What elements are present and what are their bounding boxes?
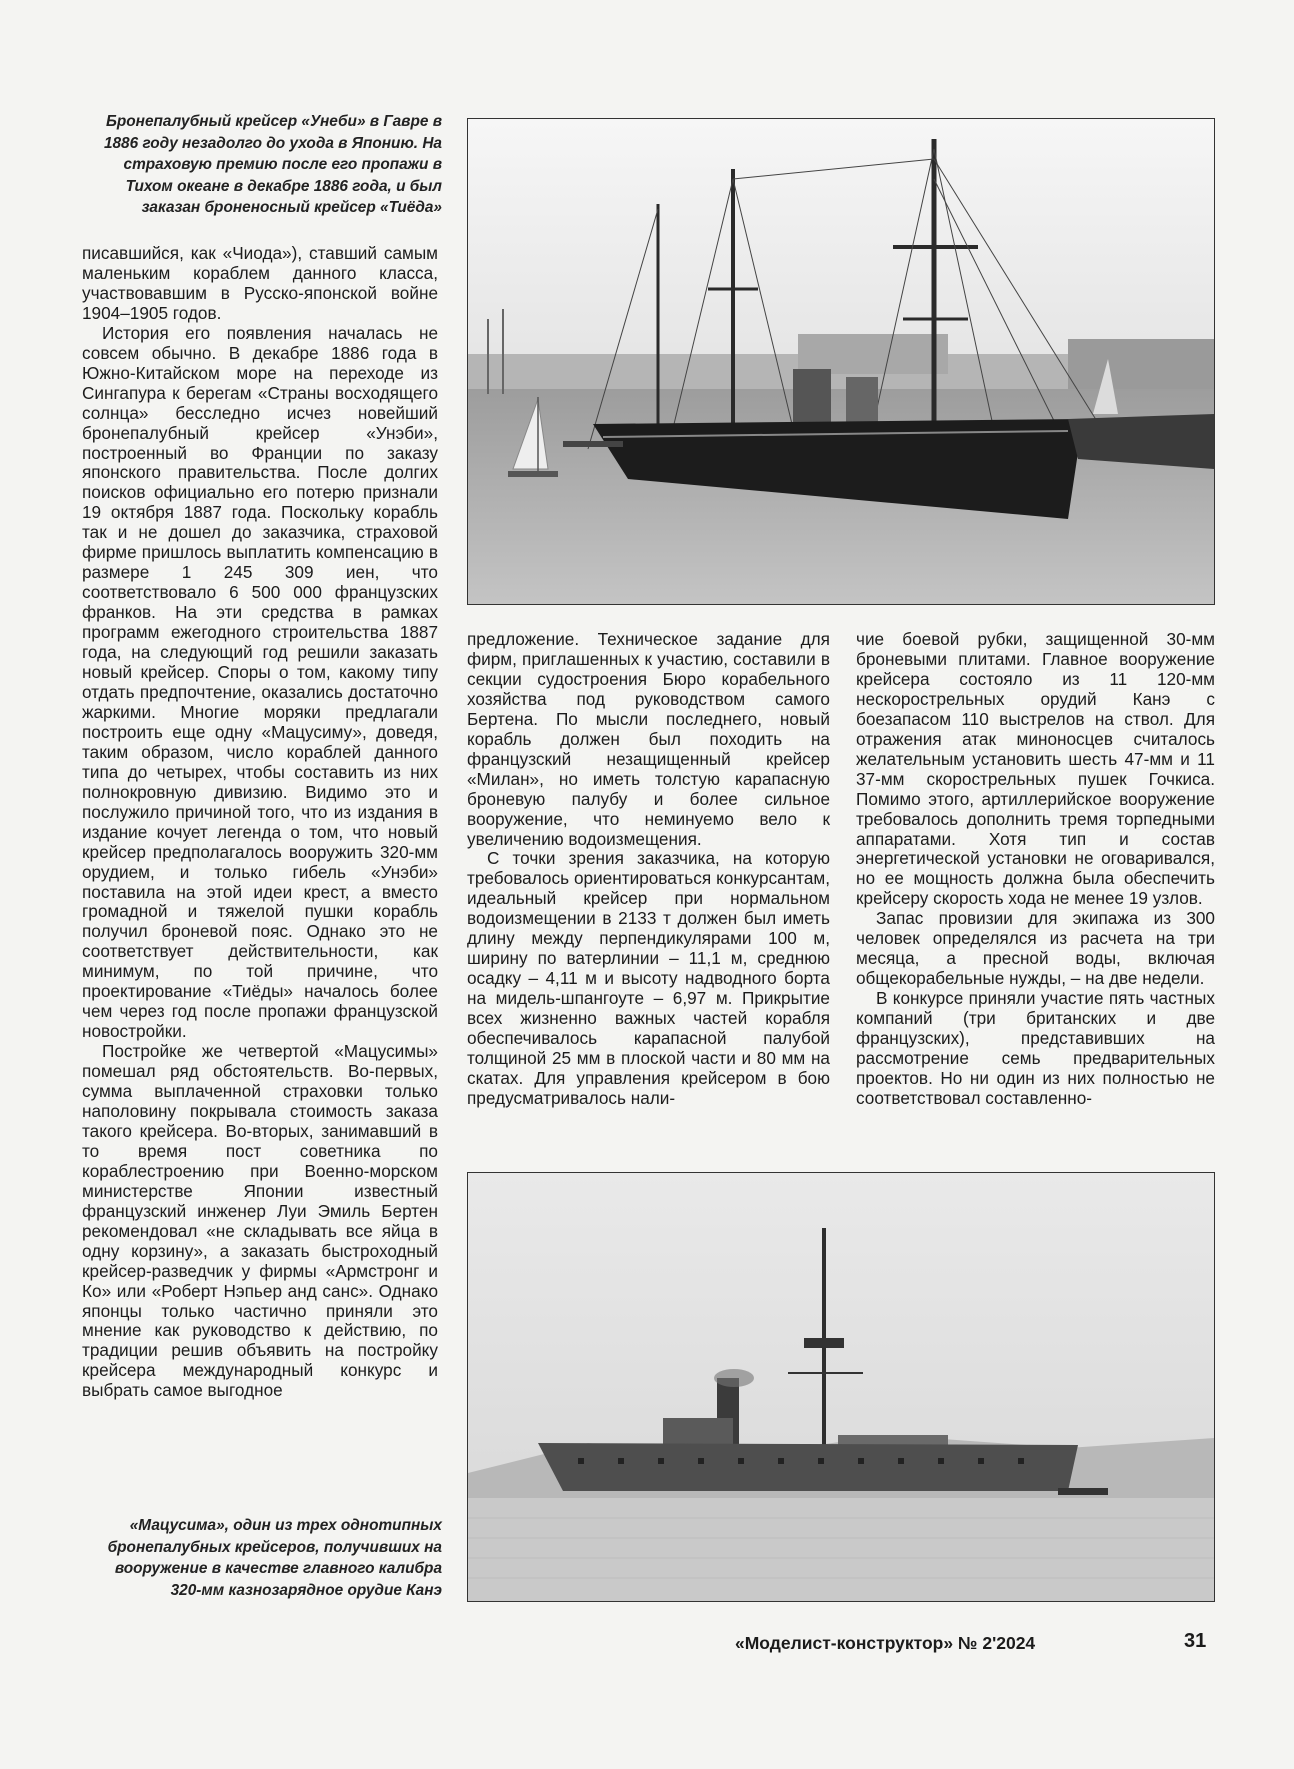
- text-column-3: [856, 630, 1215, 1109]
- text-column-1: [82, 244, 438, 1401]
- page-number: 31: [1184, 1630, 1207, 1652]
- paragraph: предложение. Техническое задание для фирм, приглашенных к участию, составили в секции судостроения Бюро корабельного хозяйства под руководством самого Бертена. По мысли последнего, новый корабль должен был походить на французский незащищенный крейсер «Милан», но иметь толстую карапасную броневую палубу и более сильное вооружение, что неминуемо вело к увеличению водоизмещения.: [467, 629, 830, 849]
- ship-photo-illustration: [468, 119, 1214, 604]
- journal-title: «Моделист-конструктор» № 2'2024: [735, 1633, 1036, 1653]
- text-column-2: [467, 630, 830, 1109]
- paragraph: писавшийся, как «Чиода»), ставший самым маленьким кораблем данного класса, участвовавшим в Русско-японской войне 1904–1905 годов.: [82, 243, 438, 323]
- paragraph: Запас провизии для экипажа из 300 человек определялся из расчета на три месяца, а пресной воды, включая общекорабельные нужды, – на две недели.: [856, 908, 1215, 989]
- ship-photo-illustration: [468, 1173, 1214, 1601]
- photo-cruiser-matsushima: [467, 1172, 1215, 1602]
- photo-caption-top: Бронепалубный крейсер «Унеби» в Гавре в 1886 году незадолго до ухода в Японию. На страховую премию после его пропажи в Тихом океане в декабре 1886 года, и был заказан броненосный крейсер «Тиёда»: [103, 113, 442, 216]
- photo-caption-bottom: «Мацусима», один из трех однотипных бронепалубных крейсеров, получивших на вооружение в качестве главного калибра 320-мм казнозарядное орудие Канэ: [107, 1517, 442, 1599]
- paragraph: чие боевой рубки, защищенной 30-мм броневыми плитами. Главное вооружение крейсера состояло из 11 120-мм нескорострельных орудий Канэ с боезапасом 110 выстрелов на ствол. Для отражения атак миноносцев считалось желательным установить шесть 47-мм и 11 37-мм скорострельных пушек Гочкиса. Помимо этого, артиллерийское вооружение требовалось дополнить тремя торпедными аппаратами. Хотя тип и состав энергетической установки не оговаривался, но ее мощность должна была обеспечить крейсеру скорость хода не менее 19 узлов.: [856, 629, 1215, 909]
- paragraph: Постройке же четвертой «Мацусимы» помешал ряд обстоятельств. Во-первых, сумма выплаченной страховки только наполовину покрывала стоимость заказа такого крейсера. Во-вторых, занимавший в то время пост советника по кораблестроению при Военно-морском министерстве Японии известный французский инженер Луи Эмиль Бертен рекомендовал «не складывать все яйца в одну корзину», а заказать быстроходный крейсер-разведчик у фирмы «Армстронг и Ко» или «Роберт Нэпьер анд санс». Однако японцы только частично приняли это мнение как руководство к действию, по традиции решив объявить на постройку крейсера международный конкурс и выбрать самое выгодное: [82, 1041, 438, 1401]
- photo-cruiser-unebi: [467, 118, 1215, 605]
- paragraph: С точки зрения заказчика, на которую требовалось ориентироваться конкурсантам, идеальный крейсер при нормальном водоизмещении в 2133 т должен был иметь длину между перпендикулярами 100 м, ширину по ватерлинии – 11,1 м, среднюю осадку – 4,11 м и высоту надводного борта на мидель-шпангоуте – 6,97 м. Прикрытие всех жизненно важных частей корабля обеспечивалось карапасной палубой толщиной 25 мм в плоской части и 80 мм на скатах. Для управления крейсером в бою предусматривалось нали-: [467, 848, 830, 1108]
- paragraph: В конкурсе приняли участие пять частных компаний (три британских и две французских), представивших на рассмотрение семь предварительных проектов. Но ни один из них полностью не соответствовал составленно-: [856, 988, 1215, 1108]
- paragraph: История его появления началась не совсем обычно. В декабре 1886 года в Южно-Китайском море на переходе из Сингапура к берегам «Страны восходящего солнца» бесследно исчез новейший бронепалубный крейсер «Унэби», построенный во Франции по заказу японского правительства. После долгих поисков официально его потерю признали 19 октября 1887 года. Поскольку корабль так и не дошел до заказчика, страховой фирме пришлось выплатить компенсацию в размере 1 245 309 иен, что соответствовало 6 500 000 французских франков. На эти средства в рамках программ ежегодного строительства 1887 года, на следующий год решили заказать новый крейсер. Споры о том, какому типу отдать предпочтение, оказались достаточно жаркими. Многие моряки предлагали построить еще одну «Мацусиму», доведя, таким образом, число кораблей данного типа до четырех, чтобы составить из них полнокровную дивизию. Видимо это и послужило причиной того, что из издания в издание кочует легенда о том, что новый крейсер предполагалось вооружить 320-мм орудием, и только гибель «Унэби» поставила на этой идеи крест, а вместо громадной и тяжелой пушки корабль получил броневой пояс. Однако это не соответствует действительности, как минимум, по той причине, что проектирование «Тиёды» началось более чем через год после пропажи французской новостройки.: [82, 322, 438, 1042]
